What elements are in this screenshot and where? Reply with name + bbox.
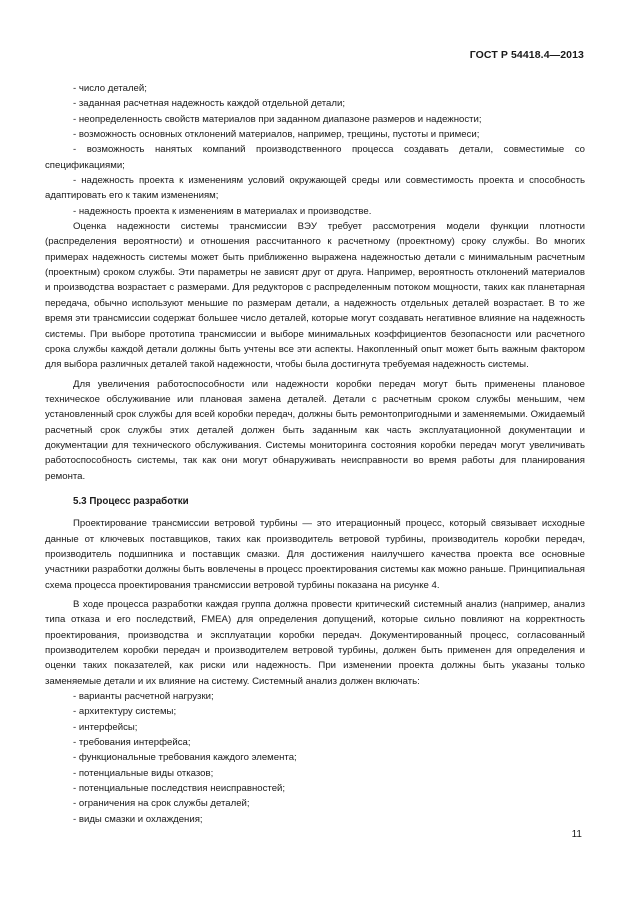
list-item: - заданная расчетная надежность каждой отдельной детали; — [73, 98, 345, 110]
paragraph-reliability-assessment: Оценка надежности системы трансмиссии ВЭУ требует рассмотрения модели функции плотности (распределения вероятности) и отношения рассчитанного к расчетному (проектному) сроку службы. Во многих примерах надежность системы может быть приближенно выражена надежностью детали с минимальным расчетным (проектным) сроком службы. Эти параметры не зависят друг от друга. Например, вероятность отклонений материалов и производства возрастает с размерами. Для редукторов с распределенным потоком мощности, таких как планетарная передача, обычно используют меньшие по размерам детали, а надежность отдельных деталей возрастает. В то же время эти трансмиссии содержат большее число деталей, которые могут создавать негативное влияние на надежность системы. При выборе прототипа трансмиссии и выборе минимальных коэффициентов безопасности или расчетного срока службы каждой детали должны быть учтены все эти аспекты. Накопленный опыт может быть важным фактором для выбора различных деталей такой надежности, чтобы была достигнута требуемая надежность системы. — [45, 221, 585, 371]
paragraph-maintenance: Для увеличения работоспособности или надежности коробки передач могут быть применены плановое техническое обслуживание или плановая замена деталей. Детали с расчетным сроком службы меньшим, чем установленный срок службы для всей коробки передач, должны быть ремонтопригодными и заменяемыми. Ожидаемый расчетный срок службы этих деталей должен быть заданным как часть эксплуатационной документации и документации для технического обслуживания. Системы мониторинга состояния коробки передач могут увеличивать работоспособность системы, так как они могут обнаруживать неисправности во время работы для планирования ремонта. — [45, 378, 585, 482]
list-item: - потенциальные последствия неисправностей; — [73, 783, 286, 795]
list-item: - потенциальные виды отказов; — [73, 767, 214, 779]
list-item: - архитектуру системы; — [73, 706, 177, 718]
list-item: - надежность проекта к изменениям в материалах и производстве. — [73, 205, 372, 217]
list-item: - число деталей; — [73, 83, 147, 94]
paragraph-design-process: Проектирование трансмиссии ветровой турбины — это итерационный процесс, который связывает исходные данные от ключевых поставщиков, таких как производитель ветровой турбины, производитель коробки передач, производитель подшипника и поставщик смазки. Для достижения наилучшего качества проекта все основные участники разработки должны быть вовлечены в процесс проектирования системы как можно раньше. Принципиальная схема процесса проектирования трансмиссии ветровой турбины показана на рисунке 4. — [45, 518, 585, 591]
list-item: - интерфейсы; — [73, 721, 138, 733]
list-item: - ограничения на срок службы деталей; — [73, 798, 250, 810]
list-item: - надежность проекта к изменениям условий окружающей среды или совместимость проекта и способность адаптировать его к таким изменениям; — [45, 175, 585, 202]
list-item: - варианты расчетной нагрузки; — [73, 691, 214, 703]
list-item: - возможность основных отклонений материалов, например, трещины, пустоты и примеси; — [73, 129, 480, 141]
list-item: - возможность нанятых компаний производственного процесса создавать детали, совместимые со спецификациями; — [45, 144, 585, 171]
list-item: - функциональные требования каждого элемента; — [73, 752, 297, 764]
document-header: ГОСТ Р 54418.4—2013 — [469, 49, 584, 61]
section-heading: 5.3 Процесс разработки — [73, 495, 189, 507]
page-number: 11 — [571, 829, 582, 840]
page-body — [45, 81, 585, 827]
list-item: - виды смазки и охлаждения; — [73, 813, 203, 825]
list-item: - требования интерфейса; — [73, 737, 191, 749]
list-item: - неопределенность свойств материалов при заданном диапазоне размеров и надежности; — [73, 113, 482, 125]
paragraph-system-analysis: В ходе процесса разработки каждая группа должна провести критический системный анализ (например, анализ типа отказа и его последствий, FMEA) для определения допущений, которые сильно повлияют на корректность проектирования, производства и эксплуатации коробки передач. Документированный процесс, согласованный производителем коробки передач и производителем ветровой турбины, должен быть применен для определения и оценки таких показателей, как риски или надежность. При изменении проекта должны быть указаны только заменяемые детали и их влияние на систему. Системный анализ должен включать: — [45, 599, 585, 687]
